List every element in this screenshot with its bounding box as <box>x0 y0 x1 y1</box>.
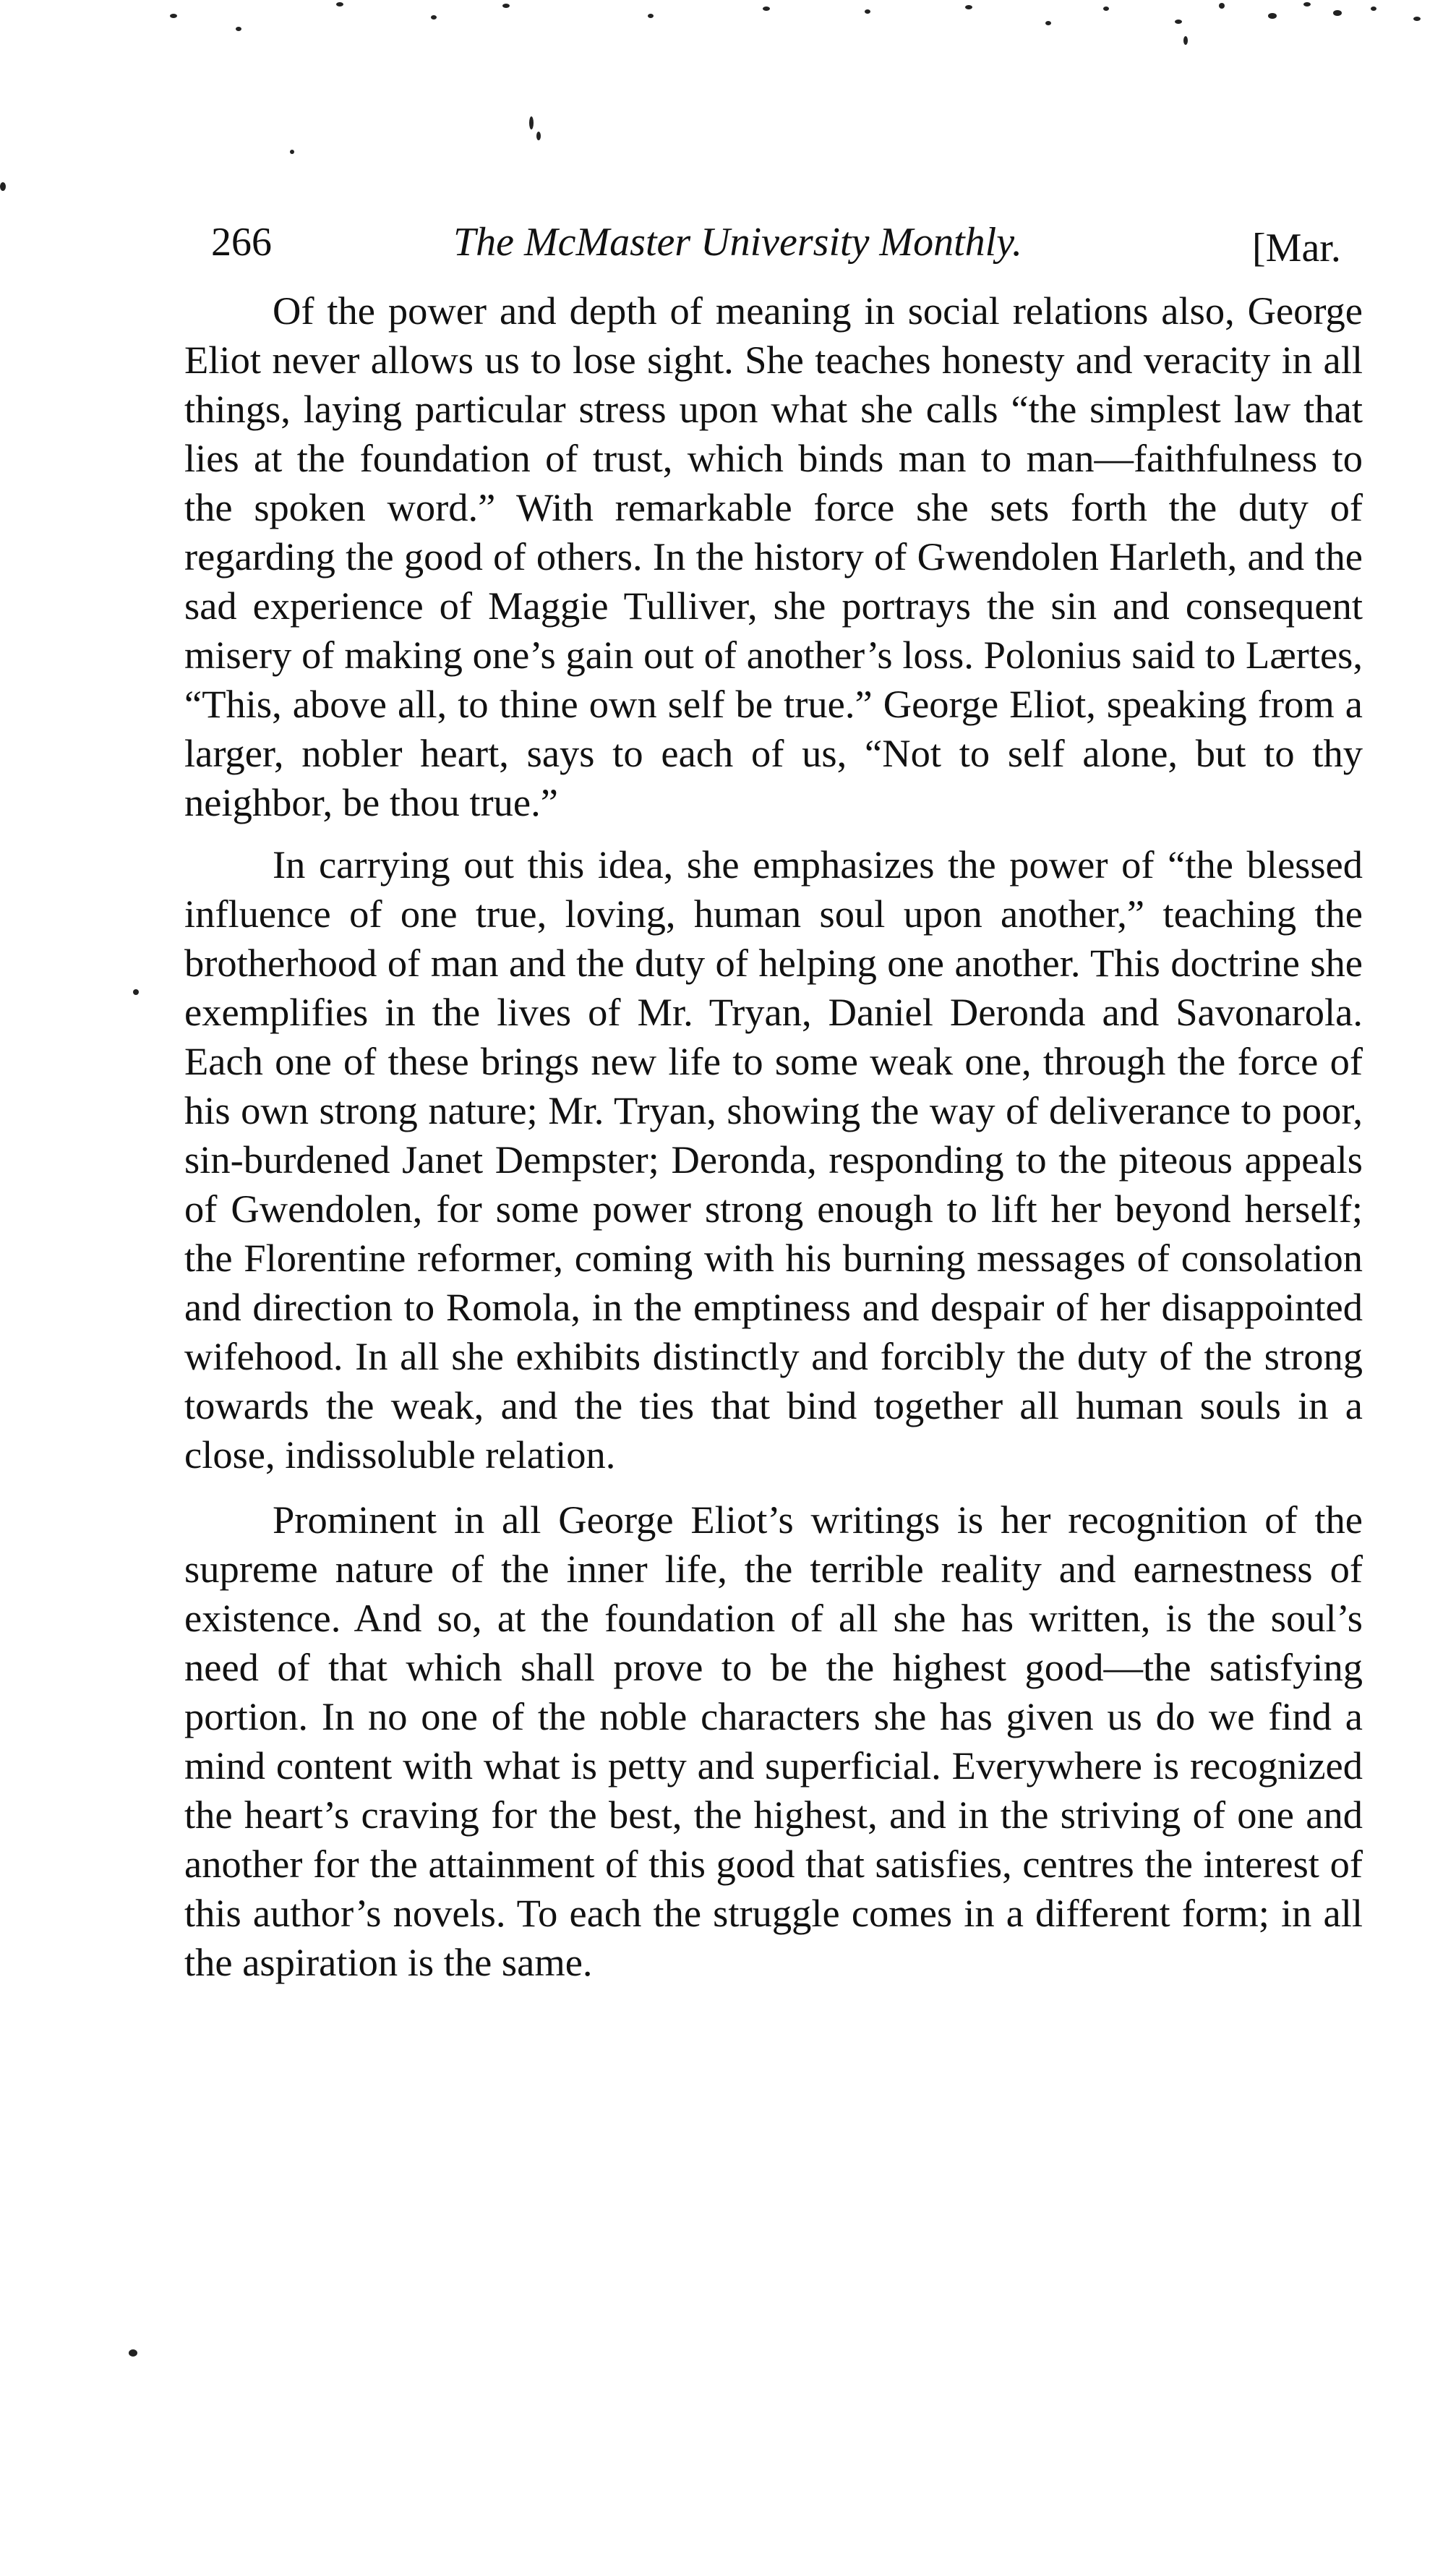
paragraph-text: Prominent in all George Eliot’s writings is her recognition of the supreme nature of the inner life, the terrible reality and earnestness of existence. And so, at the foundation of all she has written, is the soul’s need of that which shall prove to be the highest good—the satisfying portion. In no one of the noble characters she has given us do we find a mind content with what is petty and superficial. Everywhere is recognized the heart’s craving for the best, the highest, and in the striving of one and another for the attainment of this good that satisfies, centres the interest of this author’s novels. To each the struggle comes in a different form; in all the aspiration is the same. <box>184 1498 1363 1984</box>
body-paragraph <box>184 840 1363 1479</box>
paragraph-text: Of the power and depth of meaning in social relations also, George Eliot never allows us to lose sight. She teaches honesty and veracity in all things, laying particular stress upon what she calls “the simplest law that lies at the foundation of trust, which binds man to man—faithfulness to the spoken word.” With remarkable force she sets forth the duty of regarding the good of others. In the history of Gwendolen Harleth, and the sad experience of Maggie Tulliver, she portrays the sin and consequent misery of making one’s gain out of another’s loss. Polonius said to Lærtes, “This, above all, to thine own self be true.” George Eliot, speaking from a larger, nobler heart, says to each of us, “Not to self alone, but to thy neighbor, be thou true.” <box>184 289 1363 824</box>
body-paragraph <box>184 1495 1363 1987</box>
journal-title: The McMaster University Monthly. <box>453 220 1022 265</box>
body-paragraph <box>184 286 1363 827</box>
running-head <box>211 210 1368 275</box>
issue-month: [Mar. <box>1252 226 1341 270</box>
article-body <box>184 286 1363 1987</box>
page-number: 266 <box>211 220 272 265</box>
paragraph-text: In carrying out this idea, she emphasizes the power of “the blessed influence of one true, loving, human soul upon another,” teaching the brotherhood of man and the duty of helping one another. This doctrine she exemplifies in the lives of Mr. Tryan, Daniel Deronda and Savonarola. Each one of these brings new life to some weak one, through the force of his own strong nature; Mr. Tryan, showing the way of deliverance to poor, sin-burdened Janet Dempster; Deronda, responding to the piteous appeals of Gwendolen, for some power strong enough to lift her beyond herself; the Florentine reformer, coming with his burning messages of consolation and direction to Romola, in the emptiness and despair of her disappointed wifehood. In all she exhibits distinctly and forcibly the duty of the strong towards the weak, and the ties that bind together all human souls in a close, indissoluble relation. <box>184 842 1363 1477</box>
